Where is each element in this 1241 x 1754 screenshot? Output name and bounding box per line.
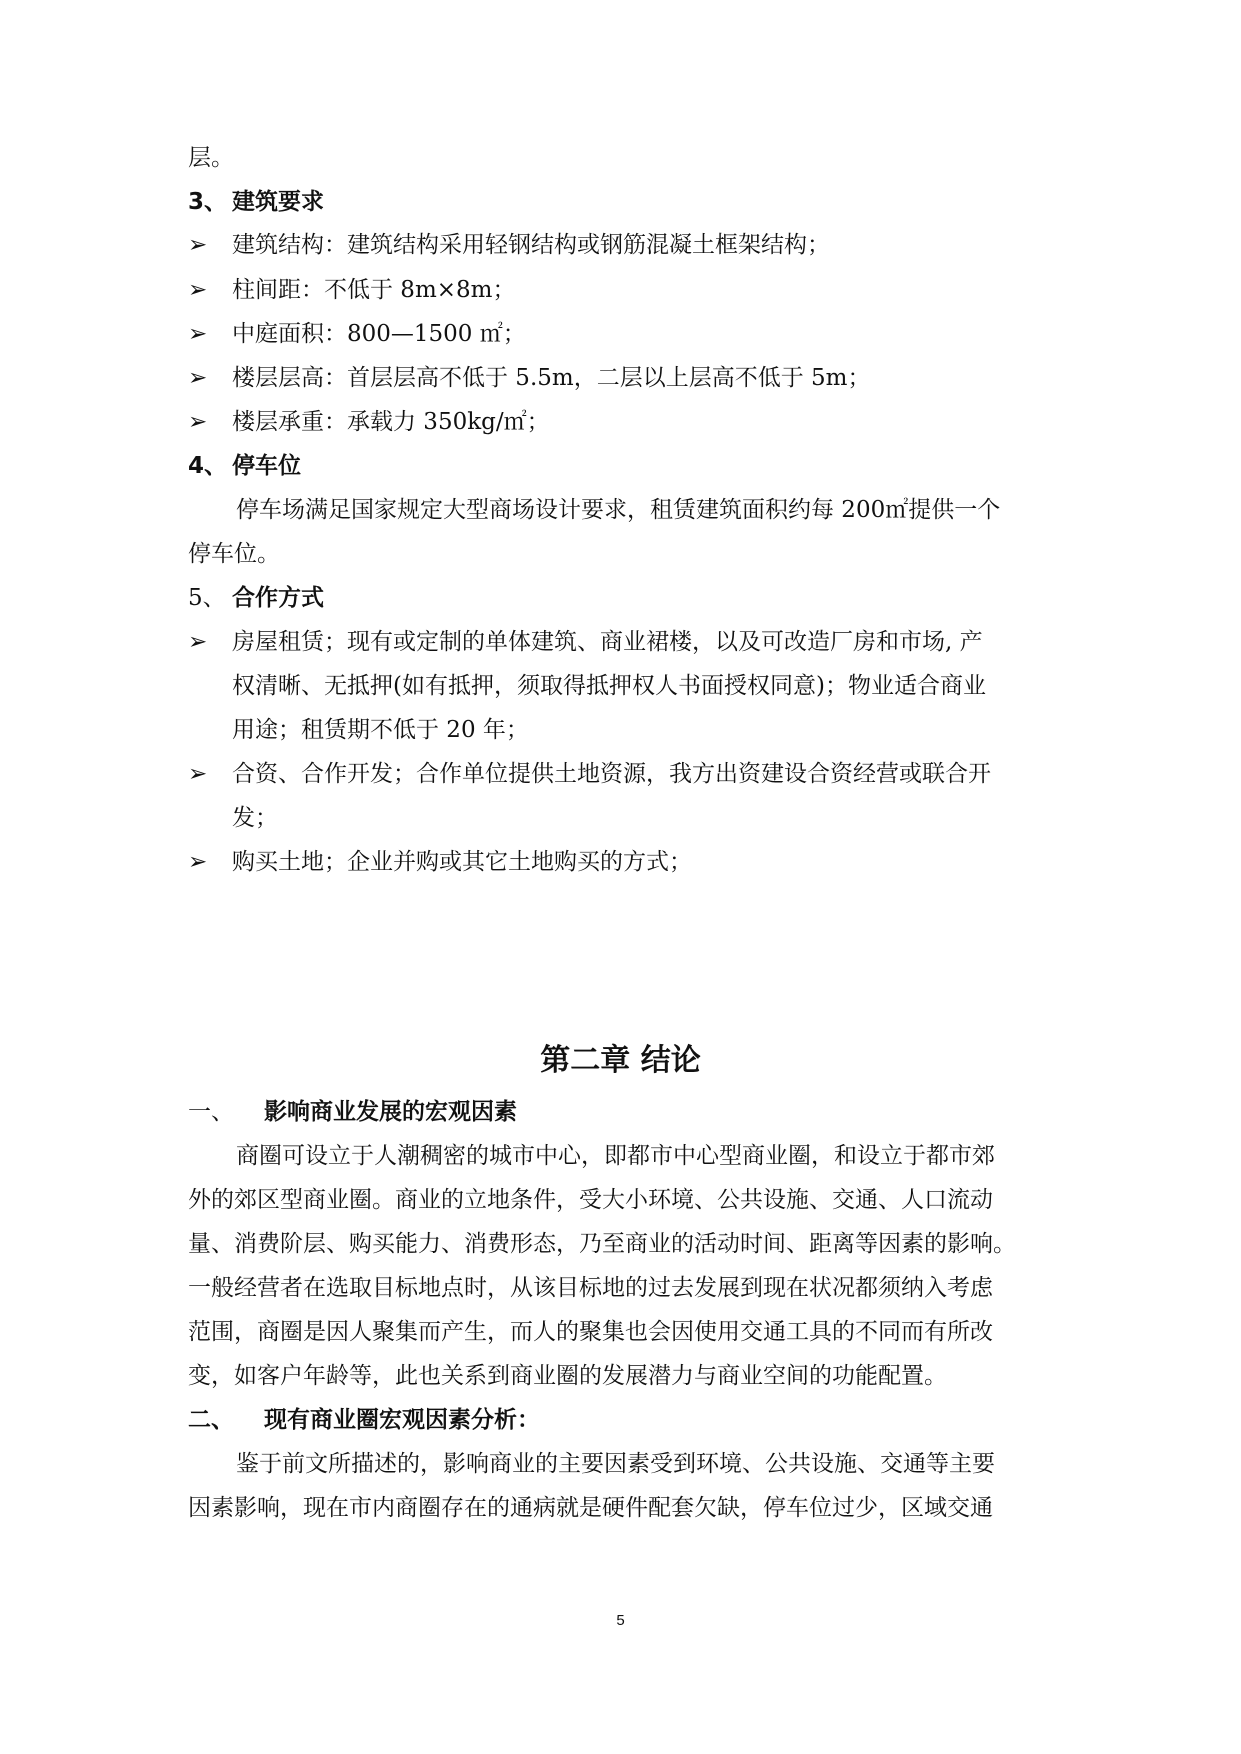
heading-number: 一、 xyxy=(188,1099,234,1125)
bullet-text: 购买土地；企业并购或其它土地购买的方式； xyxy=(232,849,692,875)
section-heading-4 xyxy=(188,450,301,482)
section-heading-two xyxy=(188,1404,540,1436)
bullet-item xyxy=(188,229,830,261)
bullet-item xyxy=(188,846,692,878)
heading-text: 现有商业圈宏观因素分析： xyxy=(264,1407,540,1433)
arrow-bullet-icon: ➢ xyxy=(188,409,208,435)
bullet-continuation: 权清晰、无抵押(如有抵押，须取得抵押权人书面授权同意)；物业适合商业 xyxy=(232,673,986,699)
heading-number: 5、 xyxy=(188,585,226,611)
arrow-bullet-icon: ➢ xyxy=(188,629,208,655)
paragraph-line: 商圈可设立于人潮稠密的城市中心，即都市中心型商业圈，和设立于都市郊 xyxy=(236,1143,995,1169)
bullet-text: 房屋租赁；现有或定制的单体建筑、商业裙楼，以及可改造厂房和市场, 产 xyxy=(232,629,983,655)
section-heading-3 xyxy=(188,186,324,218)
arrow-bullet-icon: ➢ xyxy=(188,849,208,875)
bullet-item xyxy=(188,274,515,306)
heading-text: 合作方式 xyxy=(232,585,324,611)
bullet-item xyxy=(188,626,983,658)
paragraph-line: 外的郊区型商业圈。商业的立地条件，受大小环境、公共设施、交通、人口流动 xyxy=(188,1187,993,1213)
text-line: 层。 xyxy=(188,145,234,171)
bullet-item xyxy=(188,758,991,790)
bullet-continuation: 发； xyxy=(232,805,278,831)
heading-number: 二、 xyxy=(188,1407,234,1433)
page-number: 5 xyxy=(616,1612,625,1629)
heading-number: 4、 xyxy=(188,453,228,479)
bullet-continuation: 用途；租赁期不低于 20 年； xyxy=(232,717,529,743)
paragraph-line: 量、消费阶层、购买能力、消费形态，乃至商业的活动时间、距离等因素的影响。 xyxy=(188,1231,1016,1257)
paragraph-line: 变，如客户年龄等，此也关系到商业圈的发展潜力与商业空间的功能配置。 xyxy=(188,1363,947,1389)
bullet-item xyxy=(188,362,870,394)
bullet-text: 楼层承重：承载力 350kg/㎡； xyxy=(232,409,550,435)
bullet-item xyxy=(188,318,526,350)
bullet-text: 合资、合作开发；合作单位提供土地资源，我方出资建设合资经营或联合开 xyxy=(232,761,991,787)
paragraph-line: 鉴于前文所描述的，影响商业的主要因素受到环境、公共设施、交通等主要 xyxy=(236,1451,995,1477)
section-heading-5 xyxy=(188,582,324,614)
section-heading-one xyxy=(188,1096,517,1128)
paragraph-line: 停车场满足国家规定大型商场设计要求，租赁建筑面积约每 200㎡提供一个 xyxy=(236,497,1001,523)
paragraph-line: 因素影响，现在市内商圈存在的通病就是硬件配套欠缺，停车位过少，区域交通 xyxy=(188,1495,993,1521)
heading-text: 建筑要求 xyxy=(232,189,324,215)
bullet-text: 楼层层高：首层层高不低于 5.5m，二层以上层高不低于 5m； xyxy=(232,365,871,391)
chapter-title: 第二章 结论 xyxy=(540,1043,701,1078)
arrow-bullet-icon: ➢ xyxy=(188,232,208,258)
heading-number: 3、 xyxy=(188,189,228,215)
paragraph-line: 停车位。 xyxy=(188,541,280,567)
arrow-bullet-icon: ➢ xyxy=(188,365,208,391)
arrow-bullet-icon: ➢ xyxy=(188,277,208,303)
bullet-text: 柱间距：不低于 8m×8m； xyxy=(232,277,516,303)
heading-text: 影响商业发展的宏观因素 xyxy=(264,1099,517,1125)
heading-text: 停车位 xyxy=(232,453,301,479)
arrow-bullet-icon: ➢ xyxy=(188,321,208,347)
bullet-text: 建筑结构：建筑结构采用轻钢结构或钢筋混凝土框架结构； xyxy=(232,232,830,258)
bullet-item xyxy=(188,406,550,438)
paragraph-line: 一般经营者在选取目标地点时，从该目标地的过去发展到现在状况都须纳入考虑 xyxy=(188,1275,993,1301)
arrow-bullet-icon: ➢ xyxy=(188,761,208,787)
paragraph-line: 范围，商圈是因人聚集而产生，而人的聚集也会因使用交通工具的不同而有所改 xyxy=(188,1319,993,1345)
bullet-text: 中庭面积：800—1500 ㎡； xyxy=(232,321,526,347)
